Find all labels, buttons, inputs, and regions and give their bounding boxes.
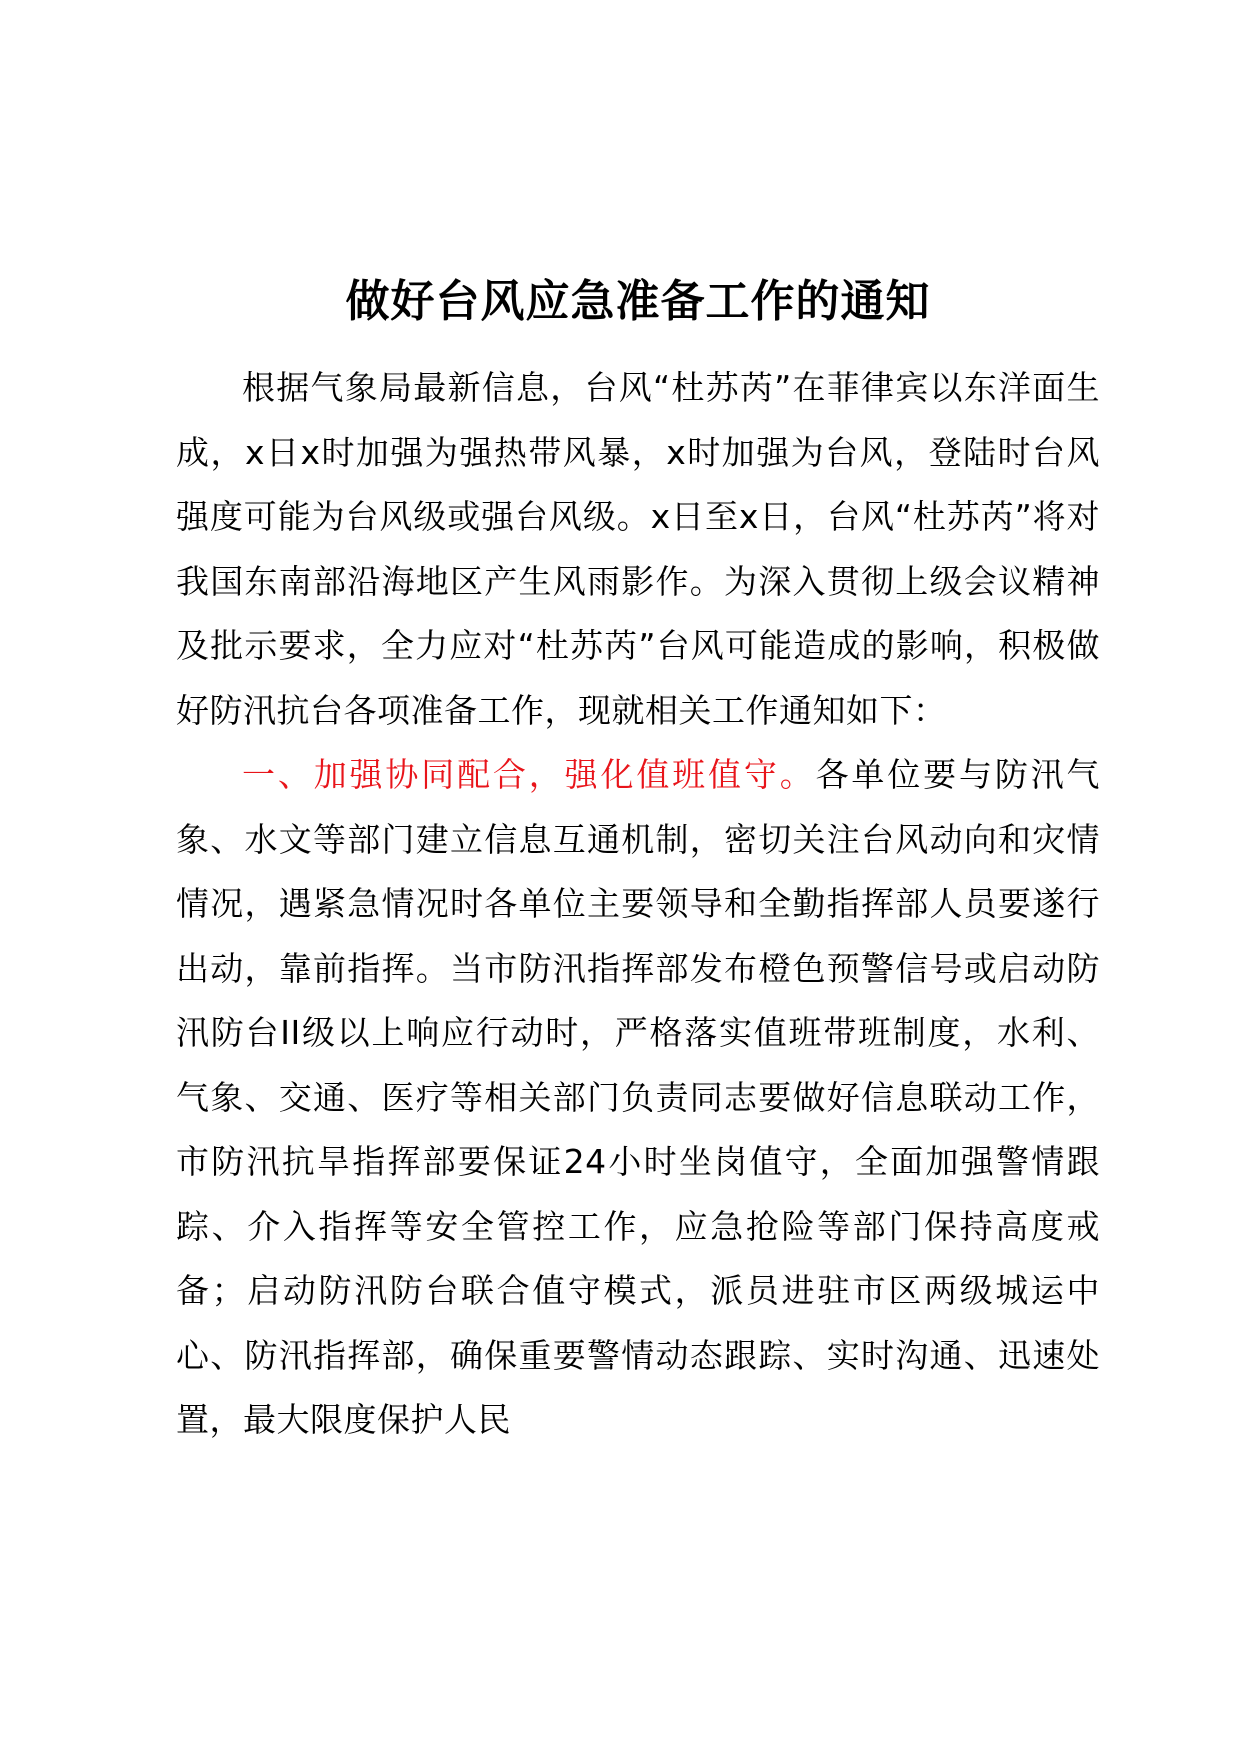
document-title: 做好台风应急准备工作的通知	[345, 276, 931, 327]
section-1-heading: 一、加强协同配合，强化值班值守。	[242, 755, 816, 794]
document-body	[176, 272, 1100, 1453]
intro-paragraph: 根据气象局最新信息，台风“杜苏芮”在菲律宾以东洋面生成，x日x时加强为强热带风暴，x时加强为台风，登陆时台风强度可能为台风级或强台风级。x日至x日，台风“杜苏芮”将对我国东南部沿海地区产生风雨影作。为深入贯彻上级会议精神及批示要求，全力应对“杜苏芮”台风可能造成的影响，积极做好防汛抗台各项准备工作，现就相关工作通知如下：	[176, 368, 1100, 730]
section-1-body: 各单位要与防汛气象、水文等部门建立信息互通机制，密切关注台风动向和灾情情况，遇紧急情况时各单位主要领导和全勤指挥部人员要遂行出动，靠前指挥。当市防汛指挥部发布橙色预警信号或启动防汛防台II级以上响应行动时，严格落实值班带班制度，水利、气象、交通、医疗等相关部门负责同志要做好信息联动工作，市防汛抗旱指挥部要保证24小时坐岗值守，全面加强警情跟踪、介入指挥等安全管控工作，应急抢险等部门保持高度戒备；启动防汛防台联合值守模式，派员进驻市区两级城运中心、防汛指挥部，确保重要警情动态跟踪、实时沟通、迅速处置，最大限度保护人民	[176, 755, 1101, 1439]
section-1-paragraph	[176, 743, 1100, 1453]
